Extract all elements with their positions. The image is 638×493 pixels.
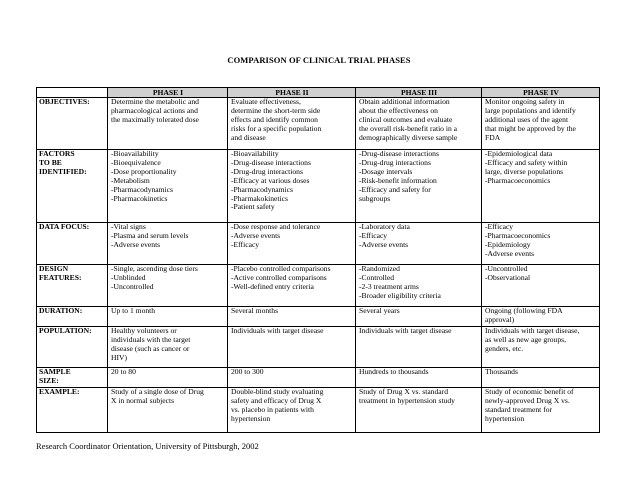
- cell-line: safety and efficacy of Drug X: [231, 395, 322, 405]
- cell-line: Double-blind study evaluating: [231, 387, 324, 396]
- cell-line: Study of Drug X vs. standard: [359, 387, 449, 396]
- table-cell: [108, 388, 228, 433]
- row-label-line: IDENTIFIED:: [39, 166, 87, 176]
- table-cell: [228, 327, 356, 368]
- cell-line: -Patient safety: [231, 202, 275, 212]
- table-cell: [228, 265, 356, 307]
- row-label-line: FACTORS: [39, 149, 75, 158]
- cell-line: -Controlled: [359, 272, 395, 282]
- table-cell: [108, 265, 228, 307]
- cell-line: -Well-defined entry criteria: [231, 281, 314, 291]
- table-cell: [356, 307, 482, 327]
- table-cell: [356, 150, 482, 223]
- cell-line: hypertension: [231, 413, 271, 423]
- cell-line: -Single, ascending dose tiers: [111, 264, 198, 273]
- table-cell: [356, 265, 482, 307]
- cell-line: and disease: [231, 132, 266, 142]
- cell-line: Individuals with target disease: [231, 326, 324, 335]
- cell-line: Individuals with target disease: [359, 326, 452, 335]
- cell-line: genders, etc.: [485, 343, 524, 353]
- table-cell: [482, 223, 600, 265]
- cell-line: the maximally tolerated dose: [111, 114, 199, 124]
- cell-line: -Drug-disease interactions: [231, 157, 311, 167]
- cell-line: -Laboratory data: [359, 222, 410, 231]
- cell-line: additional uses of the agent: [485, 114, 569, 124]
- cell-line: Ongoing (following FDA: [485, 306, 563, 315]
- cell-line: 200 to 300: [231, 367, 264, 376]
- cell-line: -Bioavailability: [231, 149, 279, 158]
- table-cell: [108, 150, 228, 223]
- row-label-cell: [37, 307, 108, 327]
- table-cell: [356, 368, 482, 388]
- cell-line: clinical outcomes and evaluate: [359, 114, 453, 124]
- cell-line: X in normal subjects: [111, 395, 175, 405]
- cell-line: -Plasma and serum levels: [111, 230, 189, 240]
- cell-line: -Uncontrolled: [111, 281, 154, 291]
- cell-line: treatment in hypertension study: [359, 395, 455, 405]
- cell-line: -Active controlled comparisons: [231, 272, 327, 282]
- cell-line: Study of a single dose of Drug: [111, 387, 204, 396]
- table-cell: [108, 223, 228, 265]
- cell-line: Obtain additional information: [359, 97, 450, 106]
- cell-line: standard treatment for: [485, 404, 553, 414]
- row-label-line: FEATURES:: [39, 272, 82, 282]
- cell-line: newly-approved Drug X vs.: [485, 395, 570, 405]
- table-cell: [482, 307, 600, 327]
- header-corner-cell: [37, 88, 108, 98]
- table-cell: [108, 307, 228, 327]
- cell-line: approval): [485, 314, 515, 324]
- cell-line: effects and identify common: [231, 114, 318, 124]
- footer-citation: Research Coordinator Orientation, University of Pittsburgh, 2002: [36, 441, 259, 451]
- cell-line: that might be approved by the: [485, 123, 576, 133]
- cell-line: -Dose response and tolerance: [231, 222, 321, 231]
- cell-line: -Efficacy: [359, 230, 388, 240]
- cell-line: -Bioequivalence: [111, 157, 161, 167]
- cell-line: risks for a specific population: [231, 123, 322, 133]
- cell-line: -Broader eligibility criteria: [359, 290, 441, 300]
- row-label-cell: [37, 388, 108, 433]
- cell-line: -Pharmacoeconomics: [485, 230, 551, 240]
- cell-line: -Unblinded: [111, 272, 146, 282]
- cell-line: -Metabolism: [111, 175, 150, 185]
- row-label-line: DATA FOCUS:: [39, 222, 90, 231]
- table-cell: [108, 98, 228, 150]
- row-label-line: SIZE:: [39, 375, 59, 385]
- table-cell: [356, 388, 482, 433]
- table-cell: [228, 150, 356, 223]
- cell-line: -2-3 treatment arms: [359, 281, 419, 291]
- row-label-cell: [37, 368, 108, 388]
- cell-line: -Adverse events: [485, 248, 535, 258]
- table-header: [37, 88, 600, 98]
- cell-line: -Bioavailability: [111, 149, 159, 158]
- cell-line: the overall risk-benefit ratio in a: [359, 123, 458, 133]
- phase-header: PHASE III: [356, 88, 482, 98]
- table-cell: [228, 223, 356, 265]
- table-row: [37, 98, 600, 150]
- document-title: COMPARISON OF CLINICAL TRIAL PHASES: [227, 55, 411, 65]
- table-body: [37, 98, 600, 433]
- table-cell: [108, 327, 228, 368]
- table-cell: [228, 388, 356, 433]
- cell-line: -Efficacy and safety within: [485, 157, 568, 167]
- table-cell: [356, 327, 482, 368]
- cell-line: large populations and identify: [485, 105, 576, 115]
- phase-header: PHASE I: [108, 88, 228, 98]
- table-cell: [228, 98, 356, 150]
- cell-line: hypertension: [485, 413, 525, 423]
- cell-line: -Efficacy: [231, 239, 260, 249]
- table-cell: [482, 327, 600, 368]
- cell-line: determine the short-term side: [231, 105, 321, 115]
- cell-line: Several years: [359, 306, 400, 315]
- cell-line: -Epidemiology: [485, 239, 531, 249]
- cell-line: -Drug-drug interactions: [359, 157, 431, 167]
- row-label-line: EXAMPLE:: [39, 387, 80, 396]
- table-cell: [482, 265, 600, 307]
- cell-line: individuals with the target: [111, 334, 191, 344]
- cell-line: -Efficacy and safety for: [359, 184, 431, 194]
- cell-line: -Dosage intervals: [359, 166, 413, 176]
- table-cell: [228, 307, 356, 327]
- table-row: [37, 223, 600, 265]
- row-label-line: OBJECTIVES:: [39, 97, 90, 106]
- cell-line: -Epidemiological data: [485, 149, 553, 158]
- cell-line: -Adverse events: [231, 230, 281, 240]
- cell-line: Up to 1 month: [111, 306, 156, 315]
- phase-header: PHASE II: [228, 88, 356, 98]
- table-row: [37, 307, 600, 327]
- cell-line: demographically diverse sample: [359, 132, 458, 142]
- cell-line: -Drug-disease interactions: [359, 149, 439, 158]
- cell-line: Evaluate effectiveness,: [231, 97, 301, 106]
- cell-line: -Pharmacodynamics: [111, 184, 173, 194]
- header-row: [37, 88, 600, 98]
- row-label-cell: [37, 265, 108, 307]
- cell-line: -Pharmacoeconomics: [485, 175, 551, 185]
- table-cell: [108, 368, 228, 388]
- table-row: [37, 368, 600, 388]
- cell-line: -Observational: [485, 272, 531, 282]
- table-row: [37, 327, 600, 368]
- cell-line: HIV): [111, 352, 128, 362]
- cell-line: -Risk-benefit information: [359, 175, 437, 185]
- cell-line: about the effectiveness on: [359, 105, 438, 115]
- row-label-cell: [37, 150, 108, 223]
- table-row: [37, 388, 600, 433]
- table-cell: [482, 368, 600, 388]
- cell-line: Study of economic benefit of: [485, 387, 574, 396]
- cell-line: 20 to 80: [111, 367, 136, 376]
- cell-line: Monitor ongoing safety in: [485, 97, 565, 106]
- cell-line: Hundreds to thousands: [359, 367, 429, 376]
- cell-line: pharmacological actions and: [111, 105, 198, 115]
- table-row: [37, 265, 600, 307]
- cell-line: vs. placebo in patients with: [231, 404, 314, 414]
- table-cell: [356, 223, 482, 265]
- cell-line: -Adverse events: [111, 239, 161, 249]
- cell-line: FDA: [485, 132, 501, 142]
- cell-line: Healthy volunteers or: [111, 326, 177, 335]
- row-label-line: DESIGN: [39, 264, 69, 273]
- cell-line: -Efficacy: [485, 222, 514, 231]
- cell-line: -Dose proportionality: [111, 166, 177, 176]
- cell-line: Individuals with target disease,: [485, 326, 580, 335]
- clinical-trial-phases-table: [36, 87, 600, 433]
- row-label-cell: [37, 223, 108, 265]
- table-cell: [356, 98, 482, 150]
- cell-line: -Vital signs: [111, 222, 146, 231]
- table-cell: [482, 150, 600, 223]
- row-label-cell: [37, 327, 108, 368]
- cell-line: -Efficacy at various doses: [231, 175, 310, 185]
- row-label-cell: [37, 98, 108, 150]
- cell-line: Determine the metabolic and: [111, 97, 199, 106]
- cell-line: Several months: [231, 306, 279, 315]
- row-label-line: TO BE: [39, 157, 62, 167]
- cell-line: -Pharmacokinetics: [111, 193, 168, 203]
- cell-line: -Pharmacodynamics: [231, 184, 293, 194]
- cell-line: -Uncontrolled: [485, 264, 528, 273]
- cell-line: -Drug-drug interactions: [231, 166, 303, 176]
- table-row: [37, 150, 600, 223]
- cell-line: -Placebo controlled comparisons: [231, 264, 331, 273]
- cell-line: large, diverse populations: [485, 166, 564, 176]
- table-cell: [482, 388, 600, 433]
- row-label-line: POPULATION:: [39, 326, 92, 335]
- row-label-line: SAMPLE: [39, 367, 71, 376]
- cell-line: -Randomized: [359, 264, 400, 273]
- cell-line: -Pharmakokinetics: [231, 193, 288, 203]
- row-label-line: DURATION:: [39, 306, 83, 315]
- cell-line: subgroups: [359, 193, 391, 203]
- cell-line: disease (such as cancer or: [111, 343, 190, 353]
- table-cell: [482, 98, 600, 150]
- table-cell: [228, 368, 356, 388]
- phase-header: PHASE IV: [482, 88, 600, 98]
- cell-line: as well as new age groups,: [485, 334, 566, 344]
- cell-line: -Adverse events: [359, 239, 409, 249]
- cell-line: Thousands: [485, 367, 518, 376]
